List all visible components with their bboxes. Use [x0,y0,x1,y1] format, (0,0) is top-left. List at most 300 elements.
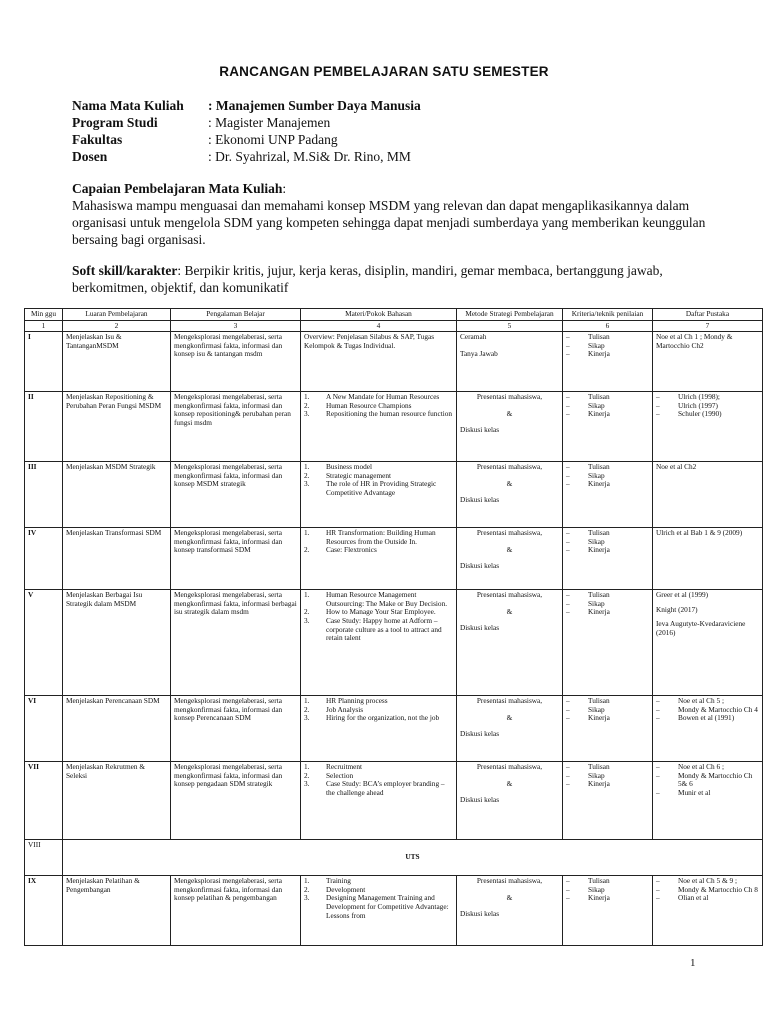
table-row [25,392,763,462]
experience-cell: Mengeksplorasi mengelaberasi, serta mengkonfirmasi fakta, informasi dan konsep pengadaan SDM strategik [171,762,301,840]
list-item [656,789,759,798]
method-item: Diskusi kelas [460,425,500,435]
item-text: Sikap [588,598,605,608]
item-text: Olian et al [678,893,709,903]
item-text: Bowen et al (1991) [678,713,735,723]
item-text: Kinerja [588,779,610,789]
list-item [566,877,649,886]
column-number: 7 [653,320,763,332]
list-item [656,772,759,789]
dash-list [566,763,649,789]
method-item: & [506,408,513,418]
item-text: Tulisan [588,462,610,472]
column-number: 1 [25,320,63,332]
list-item [566,480,649,489]
reference-cell [653,332,763,392]
reference-cell [653,392,763,462]
outcome-cell: Menjelaskan MSDM Strategik [63,462,171,528]
item-text: Mondy & Martocchio Ch 4 [678,704,758,714]
column-number: 4 [301,320,457,332]
dash-marker: – [566,779,570,789]
item-text: Noe et al Ch 6 ; [678,762,725,772]
method-list [460,877,559,919]
dash-marker: – [656,392,660,402]
item-text: Tulisan [588,696,610,706]
item-number: 3. [304,779,310,789]
table-body [25,332,763,946]
learning-outcomes-heading: Capaian Pembelajaran Mata Kuliah [72,181,283,196]
topic-cell [301,332,457,392]
item-text: Tulisan [588,392,610,402]
experience-cell: Mengeksplorasi mengelaberasi, serta mengkonfirmasi fakta, informasi dan konsep Perencanaan SDM [171,696,301,762]
table-row [25,876,763,946]
item-number: 1. [304,762,310,772]
reference-cell [653,696,763,762]
dash-marker: – [566,470,570,480]
numbered-list [304,529,453,555]
reference-text: Greer et al (1999) [656,590,709,600]
experience-cell: Mengeksplorasi mengelaberasi, serta mengkonfirmasi fakta, informasi dan konsep repositioning& perubahan peran fungsi msdm [171,392,301,462]
list-item [304,617,453,643]
dash-marker: – [656,893,660,903]
column-header: Luaran Pembelajaran [63,309,171,321]
outcome-cell: Menjelaskan Pelatihan & Pengembangan [63,876,171,946]
item-text: Kinerja [588,409,610,419]
reference-cell [653,462,763,528]
method-item: Diskusi kelas [460,909,500,919]
item-text: Ulrich (1997) [678,400,718,410]
column-number-row [25,320,763,332]
method-list [460,333,559,358]
header-row [25,309,763,321]
column-header: Metode Strategi Pembelajaran [457,309,563,321]
item-text: Sikap [588,770,605,780]
item-text: Schuler (1990) [678,409,722,419]
item-text: Sikap [588,470,605,480]
list-item [304,529,453,546]
list-item [566,529,649,538]
list-item [566,763,649,772]
list-item [656,714,759,723]
week-cell: I [25,332,63,392]
item-text: HR Transformation: Building Human Resources from the Outside In. [326,528,436,546]
method-item: & [506,892,513,902]
column-number: 6 [563,320,653,332]
criteria-cell [563,696,653,762]
method-item: Diskusi kelas [460,795,500,805]
reference-text: Noe et al Ch 1 ; Mondy & Martocchio Ch2 [656,332,733,350]
item-number: 1. [304,462,310,472]
list-item [304,546,453,555]
item-text: Kinerja [588,545,610,555]
experience-cell: Mengeksplorasi mengelaberasi, serta mengkonfirmasi fakta, informasi dan konsep isu & tantangan msdm [171,332,301,392]
info-value: : Dr. Syahrizal, M.Si& Dr. Rino, MM [208,149,411,164]
outcome-cell: Menjelaskan Isu & TantanganMSDM [63,332,171,392]
dash-marker: – [566,340,570,350]
dash-list [656,697,759,723]
info-value: : Manajemen Sumber Daya Manusia [208,98,421,113]
dash-marker: – [566,770,570,780]
item-text: Noe et al Ch 5 ; [678,696,725,706]
item-text: Sikap [588,400,605,410]
reference-text: Ulrich et al Bab 1 & 9 (2009) [656,528,743,538]
info-row [72,114,421,131]
course-info [72,97,421,165]
method-item: Diskusi kelas [460,623,500,633]
item-text: Case Study: BCA’s employer branding – the challenge ahead [326,779,445,797]
method-item: Diskusi kelas [460,561,500,571]
method-cell [457,762,563,840]
method-cell [457,332,563,392]
list-item [566,463,649,472]
column-number: 3 [171,320,301,332]
topic-cell [301,762,457,840]
criteria-cell [563,590,653,696]
item-text: Ulrich (1998); [678,392,720,402]
list-item [566,780,649,789]
learning-outcomes [72,180,712,248]
info-label: Dosen [72,149,108,164]
dash-marker: – [656,770,660,780]
item-text: Business model [326,462,373,472]
dash-marker: – [566,884,570,894]
dash-marker: – [566,590,570,600]
item-text: Tulisan [588,332,610,342]
reference-text: Knight (2017) [656,604,698,614]
method-item: & [506,712,513,722]
list-item [304,894,453,920]
reference-cell [653,876,763,946]
column-number: 5 [457,320,563,332]
dash-marker: – [566,528,570,538]
method-item: Ceramah [460,332,487,342]
item-number: 3. [304,479,310,489]
item-number: 1. [304,392,310,402]
method-item: Presentasi mahasiswa, [476,762,543,772]
table-row [25,590,763,696]
dash-marker: – [656,409,660,419]
dash-marker: – [566,392,570,402]
list-item [566,393,649,402]
week-cell: IX [25,876,63,946]
info-row [72,148,421,165]
dash-marker: – [656,704,660,714]
reference-text: Noe et al Ch2 [656,462,697,472]
item-number: 3. [304,713,310,723]
numbered-list [304,393,453,419]
dash-list [566,393,649,419]
list-item [566,333,649,342]
dash-marker: – [566,713,570,723]
method-item: Tanya Jawab [460,348,498,358]
method-item: & [506,478,513,488]
outcome-cell: Menjelaskan Rekrutmen & Seleksi [63,762,171,840]
week-cell: IV [25,528,63,590]
item-number: 2. [304,770,310,780]
dash-marker: – [566,607,570,617]
learning-outcomes-text: Mahasiswa mampu menguasai dan memahami konsep MSDM yang relevan dan dapat mengaplikasikannya dalam organisasi untuk mengelola SDM yang kompeten sehingga dapat menjadi sumberdaya yang memberikan keunggulan bersaing bagi organisasi. [72,198,706,247]
info-value: : Magister Manajemen [208,115,331,130]
info-label: Program Studi [72,115,158,130]
dash-marker: – [566,545,570,555]
method-cell [457,528,563,590]
criteria-cell [563,762,653,840]
experience-cell: Mengeksplorasi mengelaberasi, serta mengkonfirmasi fakta, informasi berbagai isu strategik dalam msdm [171,590,301,696]
experience-cell: Mengeksplorasi mengelaberasi, serta mengkonfirmasi fakta, informasi dan konsep transformasi SDM [171,528,301,590]
item-text: Tulisan [588,876,610,886]
dash-marker: – [566,762,570,772]
criteria-cell [563,528,653,590]
method-item: & [506,606,513,616]
dash-marker: – [566,332,570,342]
item-text: Mondy & Martocchio Ch 5& 6 [678,770,753,789]
item-number: 2. [304,400,310,410]
table-row [25,762,763,840]
column-number: 2 [63,320,171,332]
item-number: 1. [304,876,310,886]
dash-marker: – [656,787,660,797]
week-cell: VI [25,696,63,762]
item-text: Selection [326,770,354,780]
column-header: Pengalaman Belajar [171,309,301,321]
dash-list [656,877,759,903]
item-number: 2. [304,470,310,480]
dash-list [656,763,759,797]
method-item: Diskusi kelas [460,495,500,505]
topic-text: Overview: Penjelasan Silabus & SAP, Tugas Kelompok & Tugas Individual. [304,332,435,350]
dash-marker: – [566,349,570,359]
item-number: 2. [304,545,310,555]
method-cell [457,590,563,696]
uts-cell: UTS [63,840,763,876]
dash-marker: – [656,713,660,723]
table-row [25,528,763,590]
topic-cell [301,590,457,696]
item-number: 3. [304,615,310,625]
item-text: Mondy & Martocchio Ch 8 [678,884,758,894]
item-text: Sikap [588,704,605,714]
dash-marker: – [566,696,570,706]
info-label: Fakultas [72,132,123,147]
table-row [25,332,763,392]
item-text: Repositioning the human resource function [326,409,453,419]
week-cell: VIII [25,840,63,876]
soft-skills-text: : Berpikir kritis, jujur, kerja keras, disiplin, mandiri, gemar membaca, bertanggung jawab, berkomitmen, objektif, dan komunikatif [72,263,663,295]
criteria-cell [563,462,653,528]
learning-outcomes-colon: : [282,181,287,196]
topic-cell [301,876,457,946]
dash-marker: – [656,884,660,894]
dash-marker: – [656,762,660,772]
dash-list [566,529,649,555]
page-number: 1 [690,957,696,969]
item-text: Human Resource Champions [326,400,412,410]
criteria-cell [563,392,653,462]
outcome-cell: Menjelaskan Transformasi SDM [63,528,171,590]
topic-cell [301,696,457,762]
uts-row [25,840,763,876]
list-item [304,410,453,419]
item-number: 2. [304,607,310,617]
dash-marker: – [566,598,570,608]
outcome-cell: Menjelaskan Berbagai Isu Strategik dalam MSDM [63,590,171,696]
item-number: 1. [304,528,310,538]
criteria-cell [563,332,653,392]
list-item [566,608,649,617]
dash-marker: – [656,876,660,886]
reference-cell [653,590,763,696]
list-item [304,714,453,723]
method-item: & [506,778,513,788]
item-text: How to Manage Your Star Employee. [326,607,436,617]
item-text: Sikap [588,884,605,894]
item-text: Sikap [588,340,605,350]
list-item [566,697,649,706]
item-number: 2. [304,884,310,894]
method-item: Presentasi mahasiswa, [476,876,543,886]
item-number: 2. [304,704,310,714]
dash-marker: – [656,696,660,706]
soft-skills [72,262,722,296]
dash-list [566,877,649,903]
list-item [566,714,649,723]
info-row [72,131,421,148]
column-header: Kriteria/teknik penilaian [563,309,653,321]
item-text: Designing Management Training and Development for Competitive Advantage: Lessons from [326,893,449,920]
dash-marker: – [566,876,570,886]
info-row [72,97,421,114]
dash-marker: – [566,704,570,714]
item-text: Tulisan [588,528,610,538]
list-item [656,410,759,419]
reference-cell [653,762,763,840]
item-text: Kinerja [588,607,610,617]
week-cell: V [25,590,63,696]
item-text: Tulisan [588,762,610,772]
list-item [304,480,453,497]
method-list [460,393,559,435]
method-item: Presentasi mahasiswa, [476,462,543,472]
dash-list [566,591,649,617]
numbered-list [304,877,453,920]
document-title: RANCANGAN PEMBELAJARAN SATU SEMESTER [219,64,549,79]
info-label: Nama Mata Kuliah [72,98,184,113]
item-text: Kinerja [588,349,610,359]
item-text: HR Planning process [326,696,388,706]
dash-list [656,393,759,419]
reference-cell [653,528,763,590]
list-item [304,780,453,797]
dash-list [566,333,649,359]
item-number: 3. [304,893,310,903]
list-item [566,894,649,903]
table-row [25,696,763,762]
topic-cell [301,392,457,462]
list-item [656,894,759,903]
experience-cell: Mengeksplorasi mengelaberasi, serta mengkonfirmasi fakta, informasi dan konsep MSDM strategik [171,462,301,528]
dash-marker: – [566,409,570,419]
list-item [566,591,649,600]
method-item: Presentasi mahasiswa, [476,392,543,402]
dash-marker: – [566,536,570,546]
criteria-cell [563,876,653,946]
reference-text: Ieva Augutyte-Kvedaraviciene (2016) [656,619,746,637]
method-item: Presentasi mahasiswa, [476,528,543,538]
soft-skills-heading: Soft skill/karakter [72,263,178,278]
item-text: Strategic management [326,470,392,480]
outcome-cell: Menjelaskan Perencanaan SDM [63,696,171,762]
dash-marker: – [566,462,570,472]
item-text: Tulisan [588,590,610,600]
experience-cell: Mengeksplorasi mengelaberasi, serta mengkonfirmasi fakta, informasi dan konsep pelatihan & pengembangan [171,876,301,946]
method-cell [457,876,563,946]
item-text: Hiring for the organization, not the job [326,713,440,723]
week-cell: III [25,462,63,528]
list-item [304,591,453,608]
list-item [566,350,649,359]
method-item: Diskusi kelas [460,729,500,739]
item-text: A New Mandate for Human Resources [326,392,440,402]
week-cell: II [25,392,63,462]
item-text: The role of HR in Providing Strategic Competitive Advantage [326,479,437,497]
method-list [460,529,559,571]
item-text: Kinerja [588,713,610,723]
info-value: : Ekonomi UNP Padang [208,132,338,147]
method-cell [457,696,563,762]
item-number: 1. [304,696,310,706]
semester-plan-table [24,308,763,946]
dash-marker: – [566,400,570,410]
method-item: & [506,544,513,554]
item-text: Sikap [588,536,605,546]
week-cell: VII [25,762,63,840]
table-header [25,309,763,332]
outcome-cell: Menjelaskan Repositioning & Perubahan Peran Fungsi MSDM [63,392,171,462]
method-cell [457,392,563,462]
table-row [25,462,763,528]
column-header: Materi/Pokok Bahasan [301,309,457,321]
item-number: 1. [304,590,310,600]
item-text: Kinerja [588,893,610,903]
item-text: Case: Flextronics [326,545,377,555]
item-text: Kinerja [588,479,610,489]
method-list [460,463,559,505]
list-item [566,546,649,555]
numbered-list [304,697,453,723]
numbered-list [304,463,453,497]
item-text: Job Analysis [326,704,364,714]
dash-marker: – [566,893,570,903]
topic-cell [301,462,457,528]
numbered-list [304,591,453,643]
item-text: Development [326,884,366,894]
dash-list [566,463,649,489]
item-text: Training [326,876,351,886]
method-item: Presentasi mahasiswa, [476,590,543,600]
dash-list [566,697,649,723]
item-text: Human Resource Management Outsourcing: The Make or Buy Decision. [326,590,448,608]
method-list [460,763,559,805]
method-list [460,591,559,633]
item-text: Case Study: Happy home at Adform – corporate culture as a tool to attract and retain talent [326,615,442,643]
method-cell [457,462,563,528]
list-item [566,410,649,419]
item-number: 3. [304,409,310,419]
column-header: Min ggu [25,309,63,321]
column-header: Daftar Pustaka [653,309,763,321]
dash-marker: – [656,400,660,410]
numbered-list [304,763,453,797]
